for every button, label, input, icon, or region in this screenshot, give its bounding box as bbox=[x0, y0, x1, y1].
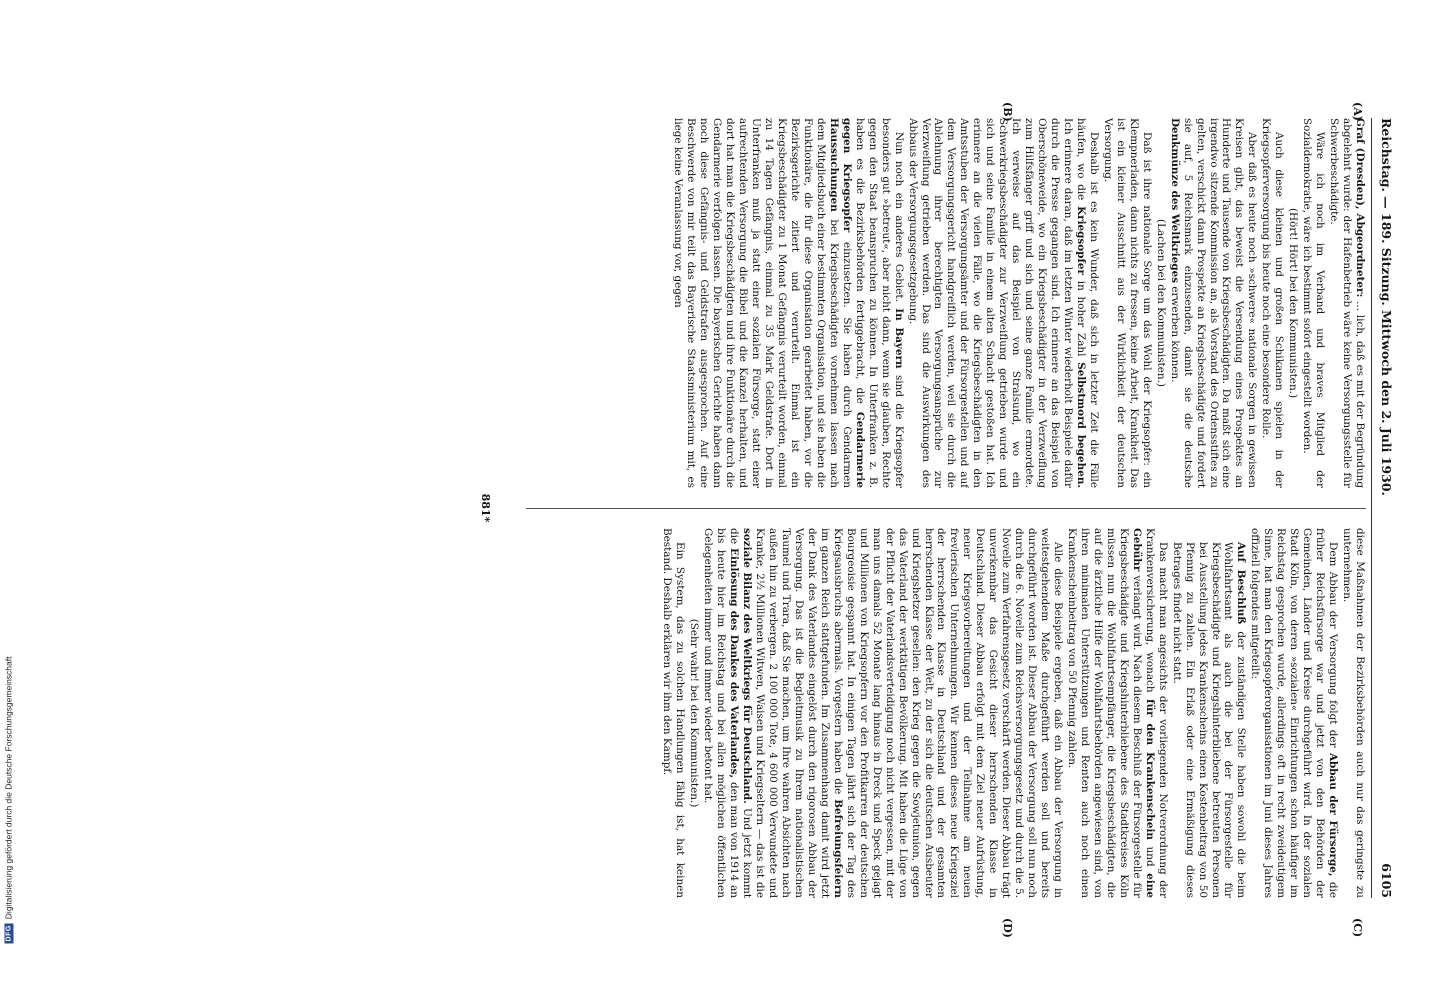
paragraph-text: Und jetzt kommt die bbox=[728, 528, 754, 898]
emphasis: Befreiungsfeiern bbox=[831, 799, 844, 898]
paragraph-text: verlangt wird. Nach diesem Beschluß der Fürsorgestelle für Kriegsbeschädigte und Kriegshinterbliebene des Stadtkreises Köln müssen nun die Wohlfahrtsempfänger, die Kriegsbeschädigten, die auf die ärztliche Hilfe der Wohlfahrtsbehörden angewiesen sind, von ihren minimalen Unterstützungen und Renten auch noch einen Krankenscheinbeitrag von 50 Pfennig zahlen. bbox=[1066, 528, 1143, 898]
paragraph bbox=[1168, 118, 1259, 488]
paragraph bbox=[906, 118, 1100, 488]
paragraph-text: Alle diese Beispiele ergeben, daß ein Abbau der Versorgung in weitestgehendem Maße durchgeführt werden soll und bereits durchgeführt worden ist. Dieser Abbau der Versorgung soll nun noch durch die 6. Novelle zum Reichsversorgungsgesetz und durch die 5. Novelle zum Verfahrensgesetz verschärft werden. Dieser Abbau trägt unverkennbar das Gesicht dieser herrschenden Klasse in Deutschland. Dieser Abbau erfolgt mit dem Ziel neuer Aufrüstung, neuer Kriegsvorbereitungen und der Teilnahme am neuen frevlerischen Unternehmungen. Wir kennen dieses neue Kriegsziel der herrschenden Klasse in Deutschland und der gesamten herrschenden Klasse der Welt, zu der sich die deutschen Ausbeuter und Kriegshetzer gesellen: den Krieg gegen die Sowjetunion, gegen das Vaterland der werktätigen Bevölkerung. Mit haben die Lüge von der Pflicht der Vaterlandsverteidigung noch nicht vergessen, mit der man uns damals 52 Monate lang hinaus in Dreck und Speck gejagt und Millionen von Kriegsopfern vor den Profitkarren der deutschen Bourgeoisie gespannt hat. In einigen Tagen jährt sich der Tag des Kriegsausbruchs abermals. Vorgestern haben die bbox=[831, 528, 1065, 898]
paragraph-text: bei Kriegsbeschädigten vornehmen lassen nach dem Mitgliedsbuch einer bestimmten Organisation, und sie haben die Funktionäre, die für diese Organisation gearbeitet haben, vor die Bezirksgerichte zitiert und verurteilt. Einmal ist ein Kriegsbeschädigter zu 1 Monat Gefängnis verurteilt worden, einmal zu 14 Tagen Gefängnis, einmal zu 35 Mark Geldstrafe. Dort in Unterfranken muß ja statt einer sozialen Fürsorge, statt einer aufrechtenden Versorgung die Bibel und die Kanzel herhalten, und dort hat man die Kriegsbeschädigten und ihre Funktionäre durch die Gendarmerie verfolgen lassen. Die bayerischen Gerichte haben dann noch diese Gefängnis- und Geldstrafen ausgesprochen. Auf eine Beschwerde von mir teilt das Bayerische Staatsministerium mit, es liege keine Veranlassung vor, gegen bbox=[672, 118, 840, 488]
paragraph bbox=[1065, 528, 1169, 898]
paragraph-text: im ganzen Reich stattgefunden. Im Zusammenhang damit wird jetzt der Dank des Vaterlandes eingelöst durch den rigorosen Abbau der Versorgung. Das ist die Begleitmusik zu Ihrem nationalistischen Taumel und Trara, daß Sie machen, um Ihre wahren Absichten nach außen hin zu verbergen. 2 100 000 Tote, 4 600 000 Verwundete und Kranke, 2½ Millionen Witwen, Waisen und Kriegseltern — das ist die bbox=[754, 528, 831, 898]
header-title: Reichstag. — 189. Sitzung. Mittwoch den 2. Juli 1930. bbox=[1379, 118, 1394, 496]
paragraph-text: und bbox=[1143, 846, 1156, 867]
paragraph bbox=[1327, 118, 1366, 488]
emphasis: Einlösung des Dankes des Vaterlandes, bbox=[728, 548, 741, 779]
margin-mark-b: (B) bbox=[1001, 102, 1014, 122]
page-header bbox=[1372, 118, 1394, 898]
emphasis: Kriegsopfer bbox=[1074, 206, 1087, 276]
emphasis: Gendarmerie gegen Kriegsopfer bbox=[840, 118, 866, 488]
header-rule bbox=[1371, 118, 1372, 898]
quotation bbox=[1170, 528, 1248, 898]
paragraph-text: Aber daß es heute noch »schwere« nationale Sorgen in gewissen Kreisen gibt, das beweist die Versendung eines Prospektes an Hunderte und Tausende von Kriegsbeschädigten. Da maßt sich eine irgendwo sitzende Kommission an, als Vorstand des Ordensstiftes zu gelten, verschickt dann Prospekte an Kriegsbeschädigte und fordert sie auf, 5 Reichsmark einzusenden, damit sie die deutsche bbox=[1181, 118, 1259, 488]
paragraph-text: Das macht man angesichts der vorliegenden Notverordnung der Krankenversicherung, wonach bbox=[1143, 528, 1169, 898]
paragraph-text: Nun noch ein anderes Gebiet. bbox=[892, 132, 905, 302]
margin-mark-d: (D) bbox=[1001, 918, 1014, 938]
paragraph: Daß ist ihre nationale Sorge um das Wohl der Kriegsopfer: ein Klempnerladen, dann nichts zu fressen, keine Arbeit, Krankheit. Das ist ein kleiner Ausschnitt aus der Wirklichkeit der deutschen Versorgung. bbox=[1101, 118, 1153, 488]
paragraph-text: einzusetzen. Sie haben durch Gendarmen bbox=[840, 242, 853, 488]
paragraph: Auch diese kleinen und großen Schikanen spielen in der Kriegsopferversorgung bis heute noch eine besondere Rolle. bbox=[1260, 118, 1286, 488]
interjection: (Sehr wahr! bei den Kommunisten.) bbox=[688, 618, 701, 808]
emphasis: Denkmünze des Weltkrieges bbox=[1168, 118, 1181, 284]
speaker-name: Graf (Dresden), Abgeordneter: bbox=[1354, 118, 1366, 298]
paragraph: Ein System, das zu solchen Handlungen fähig ist, hat keinen Bestand. Deshalb erklären wir ihm den Kampf. bbox=[661, 528, 687, 898]
emphasis: Abbau der Fürsorge, bbox=[1327, 752, 1340, 877]
paragraph-text: die früher Reichsfürsorge war und jetzt von den Behörden der Gemeinden, Länder und Kreise durchgeführt wird. In der sozialen Stadt Köln, von deren »sozialen« Einrichtungen schon häufiger im Reichstag gesprochen wurde, allerdings oft in recht zweideutigem Sinne, hat man den Kriegsopferorganisationen im Juni dieses Jahres offiziell folgendes mitgeteilt: bbox=[1249, 528, 1340, 898]
paragraph: Wäre ich noch im Verband und braves Mitglied der Sozialdemokratie, wäre ich bestimmt sofort eingestellt worden. bbox=[1301, 118, 1327, 488]
interjection: (Lachen bei den Kommunisten.) bbox=[1154, 219, 1167, 387]
emphasis: Haussuchungen bbox=[827, 118, 840, 212]
paragraph-text: ... lich, daß es mit der Begründung abgelehnt wurde: der Hafenbetrieb wäre keine Versorgungsstelle für Schwerbeschädigte. bbox=[1328, 118, 1366, 488]
sidebar-credit bbox=[0, 600, 16, 1000]
dfg-logo-icon: DFG bbox=[4, 925, 12, 942]
emphasis: eine Gebühr bbox=[1130, 528, 1156, 898]
sidebar-credit-text: Digitalisierung gefördert durch die Deutsche Forschungsgemeinschaft bbox=[3, 656, 14, 920]
margin-mark-c: (C) bbox=[1351, 918, 1364, 938]
paragraph-text: Deshalb ist es kein Wunder, daß sich in letzter Zeit die Fälle häufen, wo die bbox=[1074, 118, 1100, 488]
emphasis: soziale Bilanz des Weltkriegs für Deutschland. bbox=[741, 528, 754, 804]
emphasis: Selbstmord begehen. bbox=[1074, 362, 1087, 488]
paragraph-text: Dem Abbau der Versorgung folgt der bbox=[1327, 542, 1340, 748]
left-column bbox=[496, 118, 1366, 488]
margin-mark-a: (A) bbox=[1351, 102, 1364, 121]
paragraph bbox=[671, 118, 904, 488]
emphasis: für den Krankenschein bbox=[1143, 699, 1156, 840]
scanned-page bbox=[17, 0, 1434, 1000]
paragraph-text: erwerben können. bbox=[1168, 286, 1181, 383]
page-number: 6105 bbox=[1379, 863, 1394, 898]
paragraph bbox=[1248, 528, 1339, 898]
paragraph: diese Maßnahmen der Bezirksbehörden auch nur das geringste zu unternehmen. bbox=[1341, 528, 1366, 898]
paragraph bbox=[701, 528, 1064, 898]
emphasis: Auf Beschluß bbox=[1235, 542, 1248, 625]
paragraph-text: sind die Kriegsopfer besonders gut »betreut«, aber nicht dann, wenn sie glauben, Rechte gegen den Staat beanspruchen zu können. In Unterfranken z. B. haben es die Bezirksbehörden fertiggebracht, die bbox=[853, 118, 905, 488]
column-divider bbox=[526, 508, 1366, 509]
right-column bbox=[496, 528, 1366, 898]
interjection: (Hört! Hört! bei den Kommunisten.) bbox=[1287, 207, 1300, 398]
page-footer-number: 881* bbox=[479, 493, 492, 523]
paragraph-text: den man von 1914 an bis heute hier im Reichstag und bei allen möglichen öffentlichen Gelegenheiten immer und immer wieder betont hat. bbox=[702, 528, 741, 898]
paragraph-text: der zuständigen Stelle haben sowohl die beim Wohlfahrtsamt als auch die bei der Fürsorgestelle für Kriegsbeschädigte und Kriegshinterbliebene betreuten Personen bei Ausstellung jedes Krankenscheins einen Kostenbeitrag von 50 Pfennig zu zahlen. Ein Erlaß oder eine Ermäßigung dieses Betrages findet nicht statt. bbox=[1170, 542, 1248, 898]
emphasis: In Bayern bbox=[892, 308, 905, 369]
paragraph-text: Ich erinnere daran, daß im letzten Winter wiederholt Beispiele dafür durch die Presse gegangen sind. Ich erinnere an das Beispiel von Oberschöneweide, wo ein Kriegsbeschädigter in der Verzweiflung zum Hilfsfänger griff und sich und seine ganze Familie ermordete. Ich verweise auf das Beispiel von Stralsund, wo ein Schwerkriegsbeschädigter zur Verzweiflung getrieben wurde und sich und seine Familie in einem alten Schacht gestoßen hat. Ich erinnere an die vielen Fälle, wo die Kriegsbeschädigten in den Amtsstuben der Versorgungsämter und der Fürsorgestellen und auf dem Versorgungsgericht handgreiflich werden, weil sie durch die Ablehnung ihrer berechtigten Versorgungsansprüche zur Verzweiflung getrieben werden. Das sind die Auswirkungen des Abbaus der Versorgungsgesetzgebung. bbox=[906, 118, 1075, 488]
paragraph-text: in hoher Zahl bbox=[1074, 280, 1087, 357]
